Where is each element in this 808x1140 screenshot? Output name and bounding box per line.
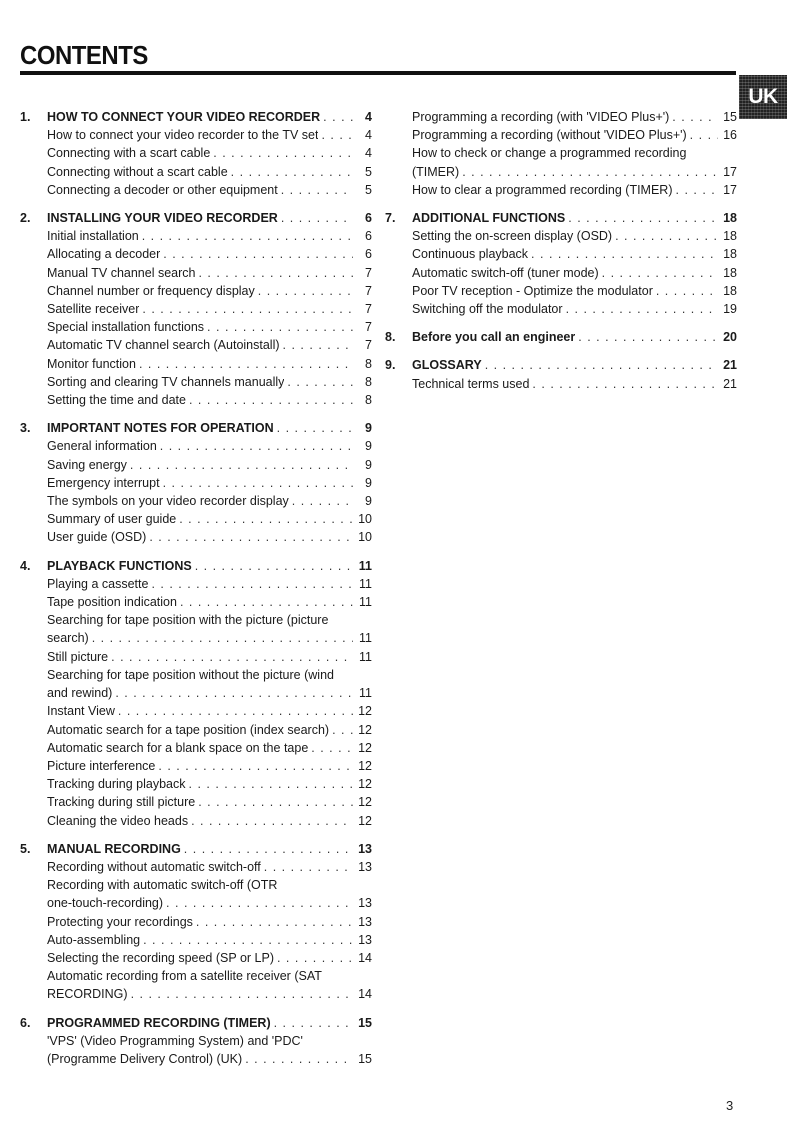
leader-dots	[656, 282, 718, 300]
entry-title: Allocating a decoder	[47, 247, 161, 262]
toc-entry[interactable]	[20, 300, 372, 318]
toc-heading[interactable]	[385, 209, 737, 227]
entry-title: How to clear a programmed recording (TIMER)	[412, 182, 673, 197]
entry-title: Emergency interrupt	[47, 475, 160, 490]
toc-entry[interactable]	[20, 510, 372, 528]
toc-entry[interactable]	[20, 391, 372, 409]
leader-dots	[151, 575, 353, 593]
toc-heading[interactable]	[20, 108, 372, 126]
toc-entry[interactable]	[385, 375, 737, 393]
leader-dots	[207, 318, 353, 336]
toc-section	[20, 108, 372, 199]
leader-dots	[163, 474, 353, 492]
toc-entry[interactable]	[20, 812, 372, 830]
section-title: INSTALLING YOUR VIDEO RECORDER	[47, 211, 278, 226]
page-ref: 12	[358, 758, 372, 773]
page-ref: 6	[365, 229, 372, 244]
leader-dots	[166, 894, 353, 912]
toc-heading[interactable]	[20, 840, 372, 858]
page-ref: 12	[358, 722, 372, 737]
entry-title: Instant View	[47, 704, 115, 719]
page-ref: 11	[359, 686, 372, 701]
toc-entry[interactable]	[20, 492, 372, 510]
entry-title: RECORDING)	[47, 987, 128, 1002]
leader-dots	[189, 775, 354, 793]
page-ref: 5	[365, 164, 372, 179]
page-ref: 7	[365, 338, 372, 353]
page-ref: 8	[365, 356, 372, 371]
toc-entry[interactable]	[20, 793, 372, 811]
toc-heading[interactable]	[20, 557, 372, 575]
leader-dots	[139, 355, 353, 373]
toc-entry[interactable]	[385, 126, 737, 144]
page-ref: 7	[365, 302, 372, 317]
entry-title: (Programme Delivery Control) (UK)	[47, 1051, 243, 1066]
leader-dots	[462, 163, 718, 181]
section-number: 4.	[20, 558, 31, 573]
leader-dots	[287, 373, 353, 391]
page-number: 3	[726, 1098, 734, 1113]
page-ref: 7	[365, 283, 372, 298]
toc-entry[interactable]	[20, 684, 372, 702]
page-ref: 10	[358, 530, 372, 545]
toc-entry-line[interactable]: Searching for tape position without the picture (wind	[47, 667, 334, 682]
toc-entry[interactable]	[385, 108, 737, 126]
toc-entry[interactable]	[20, 739, 372, 757]
entry-title: Channel number or frequency display	[47, 283, 255, 298]
toc-entry[interactable]	[20, 858, 372, 876]
page-ref: 14	[358, 987, 372, 1002]
entry-title: Special installation functions	[47, 320, 205, 335]
leader-dots	[277, 419, 353, 437]
toc-entry-line[interactable]: Recording with automatic switch-off (OTR	[47, 878, 278, 893]
toc-entry-line[interactable]: Automatic recording from a satellite receiver (SAT	[47, 969, 322, 984]
leader-dots	[213, 144, 353, 162]
leader-dots	[130, 456, 353, 474]
section-title: HOW TO CONNECT YOUR VIDEO RECORDER	[47, 110, 321, 124]
page-ref: 12	[358, 813, 372, 828]
leader-dots	[690, 126, 718, 144]
page-ref: 18	[723, 211, 737, 226]
entry-title: Automatic TV channel search (Autoinstall)	[47, 338, 280, 353]
leader-dots	[179, 510, 353, 528]
leader-dots	[676, 181, 719, 199]
page-ref: 9	[365, 421, 372, 436]
section-title: ADDITIONAL FUNCTIONS	[412, 211, 566, 226]
leader-dots	[258, 282, 353, 300]
page-ref: 13	[358, 932, 372, 947]
leader-dots	[195, 557, 353, 575]
toc-heading[interactable]	[20, 419, 372, 437]
leader-dots	[149, 528, 353, 546]
page-ref: 18	[723, 283, 737, 298]
toc-section	[385, 209, 737, 318]
entry-title: Playing a cassette	[47, 576, 149, 591]
page-ref: 4	[365, 146, 372, 161]
entry-title: Tape position indication	[47, 595, 177, 610]
section-number: 1.	[20, 110, 31, 124]
leader-dots	[602, 264, 718, 282]
leader-dots	[485, 356, 718, 374]
toc-entry[interactable]	[20, 126, 372, 144]
toc-entry[interactable]	[20, 355, 372, 373]
page-ref: 6	[365, 211, 372, 226]
page-ref: 12	[358, 740, 372, 755]
toc-entry[interactable]	[20, 528, 372, 546]
page-ref: 12	[358, 704, 372, 719]
toc-entry-line[interactable]: Searching for tape position with the picture (picture	[47, 613, 329, 628]
leader-dots	[323, 108, 353, 126]
leader-dots	[566, 300, 718, 318]
toc-entry[interactable]	[20, 985, 372, 1003]
section-title: PROGRAMMED RECORDING (TIMER)	[47, 1015, 271, 1030]
entry-title: Initial installation	[47, 229, 139, 244]
toc-entry[interactable]	[20, 373, 372, 391]
section-title: MANUAL RECORDING	[47, 841, 181, 856]
leader-dots	[111, 648, 353, 666]
page-ref: 12	[358, 777, 372, 792]
section-number: 6.	[20, 1015, 31, 1030]
leader-dots	[274, 1014, 353, 1032]
entry-title: Cleaning the video heads	[47, 813, 189, 828]
toc-entry-line[interactable]: 'VPS' (Video Programming System) and 'PDC'	[47, 1033, 303, 1048]
toc-heading[interactable]	[20, 1014, 372, 1032]
page-ref: 15	[723, 110, 737, 124]
entry-title: Automatic search for a blank space on the tape	[47, 740, 309, 755]
entry-title: Recording without automatic switch-off	[47, 859, 261, 874]
page-ref: 12	[358, 795, 372, 810]
toc-entry[interactable]	[20, 894, 372, 912]
toc-entry[interactable]	[20, 227, 372, 245]
entry-title: Programming a recording (with 'VIDEO Plus+')	[412, 110, 670, 124]
entry-title: Tracking during playback	[47, 777, 186, 792]
toc-entry[interactable]	[385, 163, 737, 181]
toc-heading[interactable]	[20, 209, 372, 227]
leader-dots	[332, 721, 353, 739]
toc-section	[20, 419, 372, 546]
page-ref: 11	[359, 649, 372, 664]
leader-dots	[311, 739, 353, 757]
page-ref: 9	[365, 439, 372, 454]
leader-dots	[198, 264, 353, 282]
page-ref: 8	[365, 374, 372, 389]
toc-entry[interactable]	[385, 264, 737, 282]
leader-dots	[321, 126, 353, 144]
entry-title: Summary of user guide	[47, 512, 177, 527]
leader-dots	[143, 931, 353, 949]
toc-entry[interactable]	[20, 318, 372, 336]
page-ref: 20	[723, 330, 737, 345]
section-number: 8.	[385, 330, 396, 345]
entry-title: Connecting without a scart cable	[47, 164, 228, 179]
toc-section	[20, 1014, 372, 1069]
toc-section	[20, 557, 372, 830]
leader-dots	[160, 437, 353, 455]
entry-title: Tracking during still picture	[47, 795, 196, 810]
toc-left-column	[20, 108, 372, 1078]
page-ref: 9	[365, 494, 372, 509]
toc-entry[interactable]	[20, 336, 372, 354]
page-ref: 11	[359, 576, 372, 591]
page-ref: 8	[365, 393, 372, 408]
toc-section	[385, 108, 737, 199]
entry-title: The symbols on your video recorder display	[47, 494, 289, 509]
entry-title: and rewind)	[47, 686, 113, 701]
section-number: 5.	[20, 841, 31, 856]
leader-dots	[292, 492, 353, 510]
toc-entry[interactable]	[20, 913, 372, 931]
page-ref: 18	[723, 229, 737, 244]
entry-title: Auto-assembling	[47, 932, 141, 947]
entry-title: Automatic switch-off (tuner mode)	[412, 265, 599, 280]
toc-entry[interactable]	[20, 282, 372, 300]
leader-dots	[264, 858, 353, 876]
leader-dots	[281, 181, 353, 199]
entry-title: Continuous playback	[412, 247, 529, 262]
page-ref: 17	[723, 182, 737, 197]
page-ref: 15	[358, 1015, 372, 1030]
page-ref: 11	[358, 558, 372, 573]
leader-dots	[245, 1050, 353, 1068]
leader-dots	[142, 300, 353, 318]
leader-dots	[568, 209, 718, 227]
entry-title: Manual TV channel search	[47, 265, 196, 280]
page-ref: 19	[723, 302, 737, 317]
toc-entry[interactable]	[20, 702, 372, 720]
toc-section	[385, 356, 737, 392]
toc-entry[interactable]	[20, 575, 372, 593]
entry-title: one-touch-recording)	[47, 896, 164, 911]
toc-heading[interactable]	[385, 328, 737, 346]
entry-title: User guide (OSD)	[47, 530, 147, 545]
entry-title: Connecting with a scart cable	[47, 146, 211, 161]
entry-title: Connecting a decoder or other equipment	[47, 182, 278, 197]
toc-section	[385, 328, 737, 346]
leader-dots	[180, 593, 353, 611]
page-ref: 5	[365, 182, 372, 197]
page-ref: 7	[365, 320, 372, 335]
leader-dots	[672, 108, 718, 126]
toc-entry[interactable]	[20, 721, 372, 739]
toc-entry[interactable]	[20, 931, 372, 949]
toc-entry[interactable]	[20, 144, 372, 162]
toc-entry[interactable]	[20, 1050, 372, 1068]
toc-entry[interactable]	[20, 264, 372, 282]
toc-section	[20, 840, 372, 1004]
page-title: CONTENTS	[20, 40, 148, 70]
page-ref: 11	[359, 595, 372, 610]
entry-title: Setting the time and date	[47, 393, 186, 408]
page-ref: 21	[723, 358, 737, 373]
page-ref: 10	[358, 512, 372, 527]
leader-dots	[283, 336, 353, 354]
entry-title: Sorting and clearing TV channels manually	[47, 374, 285, 389]
toc-entry[interactable]	[20, 474, 372, 492]
page-ref: 7	[365, 265, 372, 280]
toc-entry[interactable]	[20, 593, 372, 611]
page-ref: 17	[723, 164, 737, 179]
entry-title: How to connect your video recorder to the TV set	[47, 128, 319, 143]
toc-entry[interactable]	[385, 245, 737, 263]
page-ref: 18	[723, 247, 737, 262]
page-ref: 4	[365, 110, 372, 124]
entry-title: Picture interference	[47, 758, 156, 773]
page-ref: 21	[723, 376, 737, 391]
leader-dots	[163, 245, 353, 263]
leader-dots	[578, 328, 718, 346]
section-title: GLOSSARY	[412, 358, 482, 373]
leader-dots	[189, 391, 353, 409]
entry-title: General information	[47, 439, 157, 454]
leader-dots	[191, 812, 353, 830]
toc-entry[interactable]	[385, 227, 737, 245]
toc-entry[interactable]	[20, 456, 372, 474]
title-rule	[20, 71, 736, 75]
toc-section	[20, 209, 372, 409]
leader-dots	[615, 227, 718, 245]
section-title: IMPORTANT NOTES FOR OPERATION	[47, 421, 274, 436]
leader-dots	[196, 913, 353, 931]
page-ref: 9	[365, 475, 372, 490]
page-ref: 6	[365, 247, 372, 262]
leader-dots	[281, 209, 353, 227]
entry-title: Technical terms used	[412, 376, 530, 391]
toc-right-column	[385, 108, 737, 403]
toc-entry[interactable]	[20, 245, 372, 263]
entry-title: Satellite receiver	[47, 302, 140, 317]
toc-entry[interactable]	[385, 181, 737, 199]
leader-dots	[115, 684, 353, 702]
page-ref: 13	[358, 859, 372, 874]
leader-dots	[231, 163, 353, 181]
entry-title: Still picture	[47, 649, 109, 664]
toc-entry[interactable]	[20, 163, 372, 181]
page-ref: 13	[358, 914, 372, 929]
leader-dots	[131, 985, 353, 1003]
section-number: 2.	[20, 211, 31, 226]
page-ref: 13	[358, 841, 372, 856]
entry-title: Selecting the recording speed (SP or LP)	[47, 950, 274, 965]
entry-title: Protecting your recordings	[47, 914, 193, 929]
entry-title: Poor TV reception - Optimize the modulator	[412, 283, 653, 298]
section-title: PLAYBACK FUNCTIONS	[47, 558, 192, 573]
toc-entry-line[interactable]: How to check or change a programmed recording	[412, 146, 687, 161]
toc-entry[interactable]	[385, 300, 737, 318]
entry-title: Monitor function	[47, 356, 136, 371]
toc-entry[interactable]	[20, 775, 372, 793]
leader-dots	[118, 702, 353, 720]
leader-dots	[142, 227, 353, 245]
toc-entry[interactable]	[20, 648, 372, 666]
leader-dots	[531, 245, 718, 263]
entry-title: Saving energy	[47, 457, 127, 472]
entry-title: search)	[47, 631, 89, 646]
toc-entry[interactable]	[20, 757, 372, 775]
page-ref: 4	[365, 128, 372, 143]
entry-title: Automatic search for a tape position (index search)	[47, 722, 330, 737]
toc-heading[interactable]	[385, 356, 737, 374]
page-ref: 18	[723, 265, 737, 280]
toc-entry[interactable]	[20, 181, 372, 199]
toc-entry[interactable]	[20, 437, 372, 455]
section-number: 3.	[20, 421, 31, 436]
entry-title: (TIMER)	[412, 164, 460, 179]
leader-dots	[184, 840, 353, 858]
leader-dots	[277, 949, 353, 967]
section-number: 7.	[385, 211, 396, 226]
leader-dots	[532, 375, 718, 393]
entry-title: Setting the on-screen display (OSD)	[412, 229, 613, 244]
toc-entry[interactable]	[20, 949, 372, 967]
entry-title: Switching off the modulator	[412, 302, 563, 317]
language-badge: UK	[739, 75, 787, 119]
leader-dots	[158, 757, 353, 775]
page-ref: 13	[358, 896, 372, 911]
page-ref: 9	[365, 457, 372, 472]
page-ref: 14	[358, 950, 372, 965]
entry-title: Programming a recording (without 'VIDEO Plus+')	[412, 128, 687, 143]
toc-entry[interactable]	[385, 282, 737, 300]
section-title: Before you call an engineer	[412, 330, 576, 345]
leader-dots	[198, 793, 353, 811]
leader-dots	[92, 629, 353, 647]
section-number: 9.	[385, 358, 396, 373]
page-ref: 15	[358, 1051, 372, 1066]
toc-entry[interactable]	[20, 629, 372, 647]
page-ref: 11	[359, 631, 372, 646]
page-ref: 16	[723, 128, 737, 143]
